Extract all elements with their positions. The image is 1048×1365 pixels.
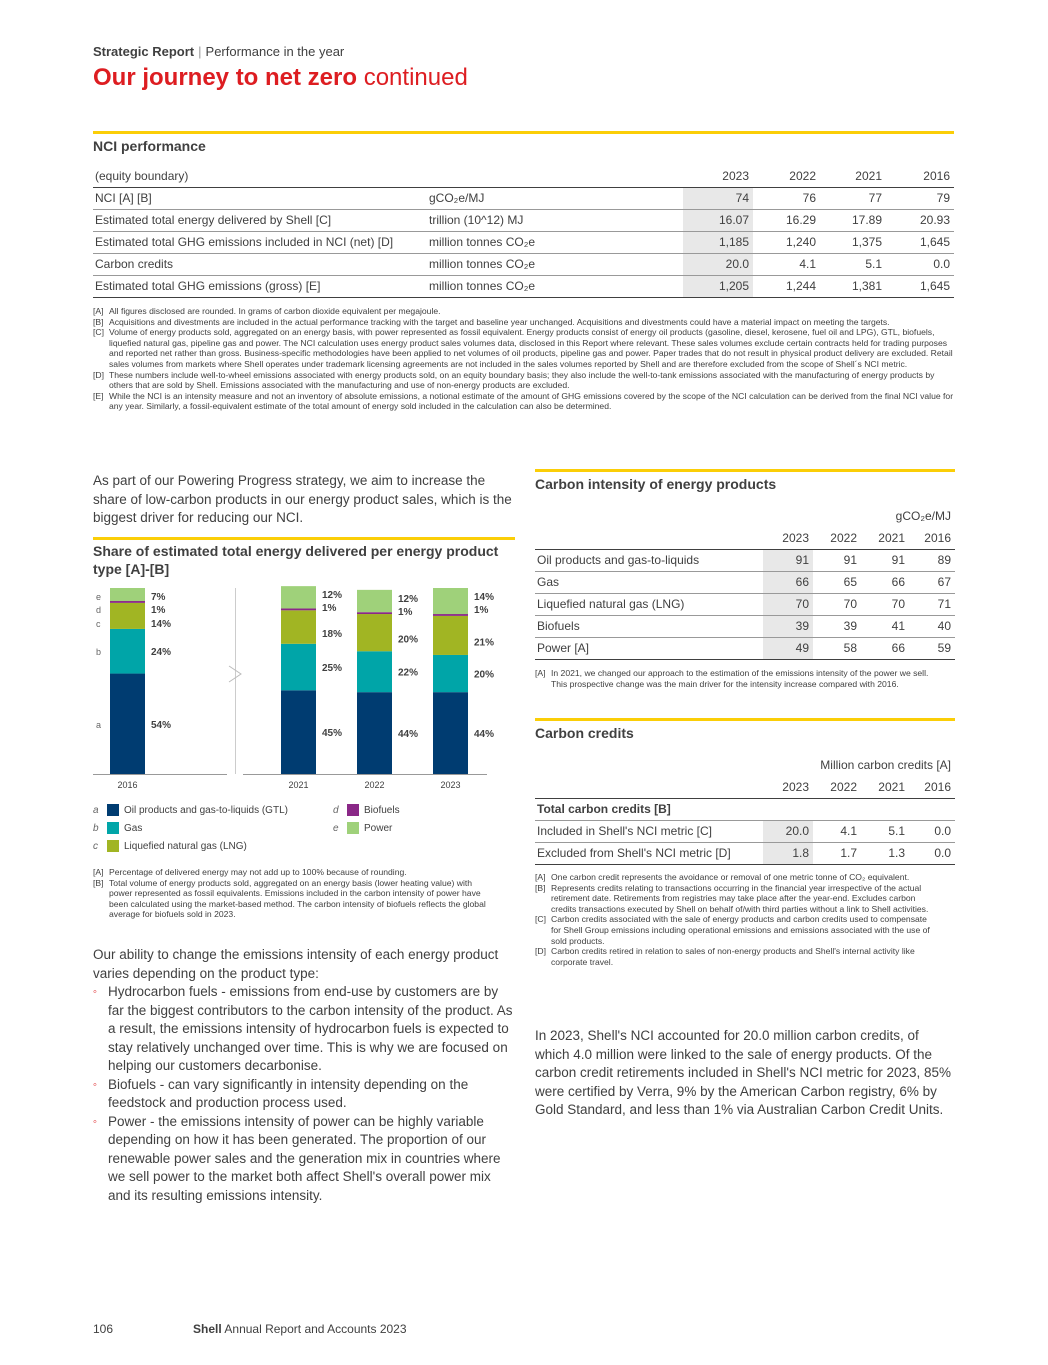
legend-swatch [347,804,359,816]
carbon-credits-table [535,754,955,865]
bar-segment-c-2022 [357,614,392,651]
table-cell: 1,381 [820,275,886,297]
table-cell: 20.93 [886,209,954,231]
legend-swatch [107,840,119,852]
series-key-label: c [96,619,101,629]
table-cell: 39 [813,615,861,637]
footnote-key: [B] [93,316,104,327]
series-key-label: a [96,719,102,730]
data-label-e-2021: 12% [322,590,343,602]
year-header: 2016 [909,527,955,549]
legend-item-lng [93,840,247,852]
bar-segment-d-2016 [110,601,145,603]
bar-segment-b-2022 [357,651,392,692]
breadcrumb [93,44,344,59]
breadcrumb-separator: | [198,44,202,59]
year-header: 2023 [763,527,813,549]
footnote-key: [D] [535,946,546,957]
footnote [535,872,935,883]
table-cell: 91 [763,549,813,571]
table-row [535,820,955,842]
footnote-text: Acquisitions and divestments are included in the actual performance tracking with the target and baseline year unchanged. Acquisitions and divestments could have a material impact on meeting the targets. [109,316,890,327]
year-header: 2022 [753,165,820,187]
legend-label: Oil products and gas-to-liquids (GTL) [124,804,288,816]
table-cell: 1,240 [753,231,820,253]
data-label-a-2021: 45% [322,728,343,740]
table-cell: 1.7 [813,842,861,864]
year-header: 2022 [813,527,861,549]
empty-cell [861,798,909,820]
legend-item-power [333,822,392,834]
table-cell: 66 [861,571,909,593]
table-row [93,275,954,297]
footnote-text: One carbon credit represents the avoidance or removal of one metric tonne of CO₂ equivalent. [551,872,910,882]
footnote-key: [D] [93,369,104,380]
x-tick-label: 2022 [364,780,385,790]
row-label: Excluded from Shell's NCI metric [D] [535,842,763,864]
x-tick-label: 2021 [288,780,309,790]
bar-segment-c-2016 [110,603,145,629]
carbon-credits-unit: Million carbon credits [A] [820,758,951,772]
empty-cell [813,798,861,820]
table-cell: 20.0 [683,253,753,275]
footnote-key: [C] [535,914,546,925]
footnote-text: While the NCI is an intensity measure and not an inventory of absolute emissions, a notional estimate of the amount of GHG emissions covered by the scope of the NCI calculation can be derived from the final NCI value for any year. Similarly, a fossil-equivalent estimate of the total amount of energy sold included in the calculation can also be determined. [109,390,954,412]
footnote [93,370,954,391]
table-header-row [93,165,954,187]
bar-segment-a-2016 [110,674,145,774]
share-chart-title: Share of estimated total energy delivered per energy product type [A]-[B] [93,543,499,577]
table-cell: 91 [813,549,861,571]
share-chart-footnotes [93,867,493,920]
row-label: Biofuels [535,615,763,637]
table-cell: 0.0 [909,820,955,842]
table-cell: 58 [813,637,861,659]
row-label: Estimated total energy delivered by Shell [C] [93,209,427,231]
table-cell: 1,185 [683,231,753,253]
legend-key: e [333,822,339,834]
legend-key: b [93,822,99,834]
footnote-text: Represents credits relating to transactions occurring in the financial year irrespective of the actual retirement date. Retirements from registries may take place after the year-end. Excludes carbon credits transactions executed by Shell on behalf of/with third parties without a link to Shell activities. [551,882,929,914]
footnote-text: All figures disclosed are rounded. In grams of carbon dioxide equivalent per megajoule. [109,306,441,316]
table-cell: 1,645 [886,275,954,297]
breadcrumb-section[interactable]: Strategic Report [93,44,195,59]
table-cell: 5.1 [861,820,909,842]
table-cell: 1,244 [753,275,820,297]
footer-doc-title: Annual Report and Accounts 2023 [224,1322,407,1336]
row-label: Estimated total GHG emissions (gross) [E] [93,275,427,297]
breadcrumb-subsection[interactable]: Performance in the year [205,44,345,59]
legend-key: c [93,840,98,852]
row-label: Total carbon credits [B] [535,798,763,820]
data-label-e-2023: 14% [474,592,495,603]
table-cell: 0.0 [909,842,955,864]
bar-segment-e-2022 [357,590,392,612]
nci-title: NCI performance [93,138,206,154]
x-tick-label: 2016 [117,780,138,790]
bullet-item [93,1076,515,1113]
nci-table [93,165,954,298]
data-label-c-2022: 20% [398,634,419,646]
footnote-key: [A] [535,668,546,678]
empty-cell [763,798,813,820]
page-title-main: Our journey to net zero [93,64,358,91]
footnote [93,391,954,412]
section-divider [535,718,955,721]
row-unit: million tonnes CO₂e [427,253,683,275]
carbon-credits-footnotes [535,872,935,967]
table-cell: 17.89 [820,209,886,231]
bullet-marker-icon: ◦ [93,1078,97,1091]
footnote-key: [E] [93,390,104,401]
bar-segment-b-2016 [110,629,145,674]
x-tick-label: 2023 [440,780,461,790]
legend-label: Gas [124,822,143,834]
bar-segment-c-2021 [281,610,316,643]
row-label: Gas [535,571,763,593]
data-label-c-2023: 21% [474,637,495,649]
empty-cell [427,165,683,187]
table-cell: 16.07 [683,209,753,231]
bar-segment-b-2023 [433,655,468,692]
table-row [535,593,955,615]
boundary-label: (equity boundary) [93,165,427,187]
year-header: 2021 [861,776,909,798]
table-cell: 40 [909,615,955,637]
bullet-marker-icon: ◦ [93,1115,97,1128]
data-label-b-2022: 22% [398,667,419,679]
footnote [93,867,493,878]
footnote-key: [A] [93,306,104,316]
data-label-a-2022: 44% [398,729,419,741]
table-cell: 1,375 [820,231,886,253]
table-row [93,209,954,231]
footnote-text: These numbers include well-to-wheel emissions associated with energy products sold, on an equity boundary basis; they also include the well-to-tank emissions associated with the manufacturing of energy products by others that are sold by Shell. Emissions associated with the manufacturing and use of non-energy products are excluded. [109,369,935,391]
table-cell: 70 [813,593,861,615]
bullet-text: Hydrocarbon fuels - emissions from end-use by customers are by far the biggest contributors to the carbon intensity of the product. As a result, the emissions intensity of hydrocarbon fuels is expected to stay relatively unchanged over time. This is why we are focused on helping our customers decarbonise. [108,984,513,1073]
footnote-key: [B] [93,877,104,888]
page-title [93,64,468,92]
table-header-row [535,527,955,549]
footnote [93,317,954,328]
legend-label: Power [364,822,393,834]
row-label: NCI [A] [B] [93,187,427,209]
bar-segment-a-2022 [357,692,392,774]
bar-segment-c-2023 [433,616,468,655]
footnote-text: Percentage of delivered energy may not add up to 100% because of rounding. [109,867,407,877]
carbon-intensity-title: Carbon intensity of energy products [535,476,777,492]
footnote [535,946,935,967]
data-label-e-2022: 12% [398,593,419,605]
intro-paragraph: As part of our Powering Progress strategy, we aim to increase the share of low-carbon products in our energy product sales, which is the biggest driver for reducing our NCI. [93,473,512,525]
table-row [93,231,954,253]
footnote-key: [B] [535,882,546,893]
legend-key: d [333,804,339,816]
legend-item-biofuels [333,804,400,816]
footnote-key: [A] [93,867,104,877]
legend-swatch [107,822,119,834]
table-cell: 65 [813,571,861,593]
legend-label: Liquefied natural gas (LNG) [124,840,247,852]
row-unit: trillion (10^12) MJ [427,209,683,231]
table-cell: 1,205 [683,275,753,297]
section-divider [535,469,955,472]
change-text [93,946,515,1205]
footnote-text: Total volume of energy products sold, aggregated on an energy basis (lower heating value) with power represented as fossil equivalents. Emissions included in the carbon intensity of power have been calculated using the market-based method. The carbon intensity of biofuels reflects the global average for biofuels sold in 2023. [109,877,486,920]
row-unit: gCO₂e/MJ [427,187,683,209]
legend-swatch [107,804,119,816]
carbon-credits-title: Carbon credits [535,725,634,741]
table-header-row [535,776,955,798]
footnote [93,306,954,317]
carbon-intensity-unit: gCO₂e/MJ [895,509,951,523]
data-label-d-2022: 1% [398,606,413,618]
bar-segment-e-2023 [433,588,468,614]
change-intro: Our ability to change the emissions intensity of each energy product varies depending on the product type: [93,947,499,981]
year-header: 2023 [763,776,813,798]
table-cell: 70 [763,593,813,615]
row-unit: million tonnes CO₂e [427,275,683,297]
bullet-marker-icon: ◦ [93,986,97,998]
table-cell: 79 [886,187,954,209]
section-divider [93,131,954,134]
table-cell: 4.1 [813,820,861,842]
page-number: 106 [93,1322,114,1336]
empty-cell [909,798,955,820]
table-cell: 67 [909,571,955,593]
bar-segment-a-2023 [433,692,468,774]
data-label-a-2016: 54% [151,719,172,731]
change-bullets [93,983,515,1205]
series-key-label: b [96,647,102,658]
series-key-label: e [96,592,102,602]
bar-segment-d-2023 [433,614,468,616]
data-label-b-2016: 24% [151,647,172,659]
table-cell: 76 [753,187,820,209]
table-cell: 20.0 [763,820,813,842]
year-header: 2023 [683,165,753,187]
bullet-text: Power - the emissions intensity of power can be highly variable depending on how it has been generated. The proportion of our renewable power sales and the generation mix in countries where we sell power to the market both affect Shell's overall power mix and its resulting emissions intensity. [108,1113,501,1203]
year-header: 2021 [861,527,909,549]
footnote [535,668,935,689]
table-row [535,615,955,637]
row-label: Included in Shell's NCI metric [C] [535,820,763,842]
table-cell: 91 [861,549,909,571]
footnote-key: [A] [535,872,546,882]
row-unit: million tonnes CO₂e [427,231,683,253]
data-label-d-2021: 1% [322,603,337,615]
footnote-text: Carbon credits retired in relation to sales of non-energy products and Shell's internal activity like corporate travel. [551,946,915,967]
bullet-item [93,983,515,1076]
table-row [535,637,955,659]
bar-segment-d-2022 [357,612,392,614]
share-chart [93,582,515,800]
data-label-e-2016: 7% [151,592,166,603]
table-row-total [535,798,955,820]
year-header: 2016 [909,776,955,798]
section-divider [93,537,515,540]
footer-brand: Shell [193,1322,222,1336]
table-cell: 1,645 [886,231,954,253]
table-cell: 89 [909,549,955,571]
nci-footnotes [93,306,954,412]
table-row [93,253,954,275]
data-label-c-2021: 18% [322,629,343,641]
table-cell: 49 [763,637,813,659]
carbon-intensity-footnotes [535,668,935,689]
table-row [93,187,954,209]
row-label: Estimated total GHG emissions included in NCI (net) [D] [93,231,427,253]
table-cell: 5.1 [820,253,886,275]
footnote-key: [C] [93,327,104,338]
bullet-item [93,1113,515,1206]
footnote [93,878,493,920]
table-row [535,842,955,864]
table-cell: 41 [861,615,909,637]
empty-cell [535,776,763,798]
data-label-c-2016: 14% [151,619,172,630]
year-header: 2016 [886,165,954,187]
chart-legend [93,804,515,856]
footnote-text: Volume of energy products sold, aggregated on an energy basis, with power represented as fossil equivalent. Energy products consist of energy oil products (gasoline, diesel, kerosene, fuel oil and LPG), GTL, biofuels, liquefied natural gas, pipeline gas and power. The NCI calculation uses energy product sales volumes data, disclosed in this Report where relevant. These sales volumes exclude certain contracts held for trading purposes and reported net rather than gross. Business-specific methodologies have been applied to net volumes of oil products, pipeline gas and power. Paper trades that do not result in physical product delivery are excluded. Retail sales volumes from markets where Shell operates under trademark licensing agreements are not included in the sales volumes reported by Shell and are therefore excluded from the scope of Shell´s NCI metric. [109,327,953,369]
legend-label: Biofuels [364,804,400,816]
empty-cell [535,527,763,549]
bullet-text: Biofuels - can vary significantly in intensity depending on the feedstock and production process used. [108,1076,469,1110]
series-key-label: d [96,605,102,615]
table-cell: 0.0 [886,253,954,275]
table-cell: 1.3 [861,842,909,864]
table-cell: 59 [909,637,955,659]
legend-item-gas [93,822,142,834]
footnote-text: Carbon credits associated with the sale of energy products and carbon credits used to compensate for Shell Group emissions including operational emissions and emissions associated with the use of sold products. [551,914,930,946]
carbon-intensity-table [535,505,955,660]
bar-segment-d-2021 [281,608,316,610]
table-cell: 4.1 [753,253,820,275]
table-cell: 71 [909,593,955,615]
table-cell: 39 [763,615,813,637]
table-cell: 77 [820,187,886,209]
footnote [93,327,954,369]
row-label: Liquefied natural gas (LNG) [535,593,763,615]
page-title-suffix: continued [363,64,468,91]
bar-segment-e-2016 [110,588,145,601]
legend-item-oil [93,804,288,816]
bar-segment-a-2021 [281,690,316,774]
table-cell: 16.29 [753,209,820,231]
bar-segment-e-2021 [281,586,316,608]
data-label-b-2021: 25% [322,663,343,675]
footnote-text: In 2021, we changed our approach to the estimation of the emissions intensity of the power we sell. This prospective change was the main driver for the intensity increase compared with 2016. [551,668,929,689]
data-label-d-2016: 1% [151,605,166,616]
page-footer [93,1322,407,1336]
data-label-b-2023: 20% [474,669,495,681]
table-row [535,549,955,571]
row-label: Carbon credits [93,253,427,275]
footnote [535,914,935,946]
data-label-a-2023: 44% [474,729,495,741]
data-label-d-2023: 1% [474,605,489,616]
legend-swatch [347,822,359,834]
legend-key: a [93,804,99,816]
table-cell: 70 [861,593,909,615]
carbon-credits-summary: In 2023, Shell's NCI accounted for 20.0 million carbon credits, of which 4.0 million were linked to the sale of energy products. Of the carbon credit retirements included in Shell's NCI metric for 2023, 85% were certified by Verra, 9% by the American Carbon registry, 6% by Gold Standard, and less than 1% via Australian Carbon Credit Units. [535,1028,952,1117]
year-header: 2021 [820,165,886,187]
row-label: Oil products and gas-to-liquids [535,549,763,571]
table-row [535,571,955,593]
bar-segment-b-2021 [281,644,316,691]
footnote [535,883,935,915]
table-cell: 66 [763,571,813,593]
row-label: Power [A] [535,637,763,659]
year-header: 2022 [813,776,861,798]
table-cell: 66 [861,637,909,659]
table-cell: 74 [683,187,753,209]
table-cell: 1.8 [763,842,813,864]
